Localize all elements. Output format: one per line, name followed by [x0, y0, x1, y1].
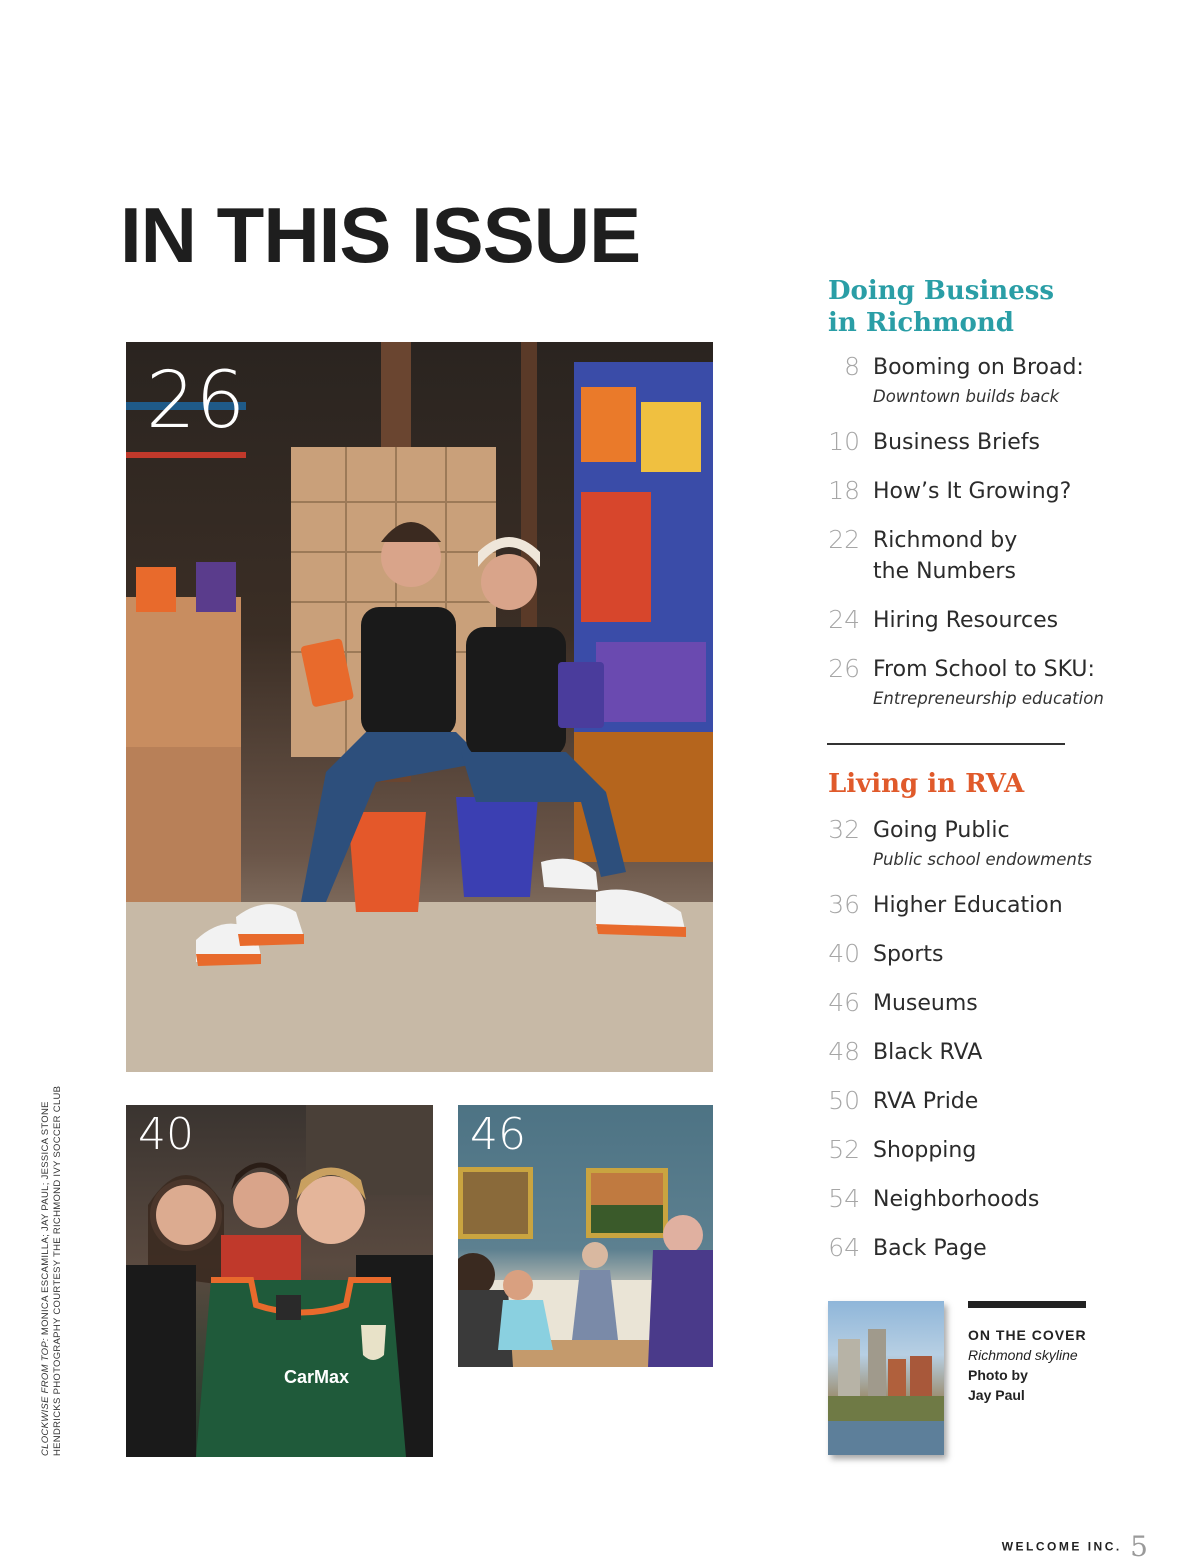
toc-label: From School to SKU: — [873, 657, 1095, 682]
toc-item[interactable] — [826, 476, 1126, 507]
cover-caption — [968, 1325, 1128, 1405]
toc-label: Black RVA — [873, 1040, 983, 1065]
photo-credit-names: MONICA ESCAMILLA; JAY PAUL; JESSICA STONE HENDRICKS PHOTOGRAPHY COURTESY THE RICHMOND IVY SOCCER CLUB — [40, 1085, 63, 1456]
toc-label: Neighborhoods — [873, 1187, 1040, 1212]
toc-item[interactable] — [826, 1184, 1126, 1215]
sports-page-number: 40 — [138, 1109, 194, 1160]
cover-skyline-illustration — [828, 1301, 944, 1455]
toc-item[interactable] — [826, 525, 1126, 587]
toc-item[interactable] — [826, 890, 1126, 921]
toc-item[interactable] — [826, 352, 1126, 409]
toc-label: Hiring Resources — [873, 608, 1059, 633]
toc-item[interactable] — [826, 654, 1126, 711]
section-title-doing-business: Doing Business in Richmond — [828, 276, 1055, 338]
cover-heading: ON THE COVER — [968, 1327, 1087, 1343]
toc-page-number: 46 — [828, 988, 860, 1017]
toc-page-number: 48 — [828, 1037, 860, 1066]
magazine-name: WELCOME INC. — [1001, 1539, 1122, 1554]
toc-item[interactable] — [826, 427, 1126, 458]
page-number: 5 — [1130, 1530, 1148, 1563]
toc-subtitle: Downtown builds back — [873, 387, 1060, 406]
toc-label: Going Public — [873, 818, 1010, 843]
feature-photo-absurd-snacks — [126, 342, 713, 1072]
toc-page-number: 64 — [828, 1233, 860, 1262]
toc-label: Back Page — [873, 1236, 987, 1261]
cover-photo-credit: Photo by Jay Paul — [968, 1367, 1028, 1403]
sports-photo — [126, 1105, 433, 1457]
toc-page-number: 52 — [828, 1135, 860, 1164]
photo-credit — [40, 1056, 64, 1456]
photo-credit-lead: CLOCKWISE FROM TOP: — [40, 1338, 51, 1456]
toc-subtitle: Entrepreneurship education — [873, 689, 1104, 708]
jersey-sponsor-logo: CarMax — [284, 1367, 350, 1387]
feature-photo-illustration — [126, 342, 713, 1072]
toc-item[interactable] — [826, 939, 1126, 970]
toc-item[interactable] — [826, 1037, 1126, 1068]
cover-rule — [968, 1301, 1086, 1308]
toc-page-number: 26 — [828, 654, 860, 683]
toc-page-number: 22 — [828, 525, 860, 554]
toc-item[interactable] — [826, 988, 1126, 1019]
museum-photo — [458, 1105, 713, 1367]
toc-page-number: 36 — [828, 890, 860, 919]
toc-page-number: 24 — [828, 605, 860, 634]
toc-label: Museums — [873, 991, 978, 1016]
toc-label: Higher Education — [873, 893, 1063, 918]
cover-subject: Richmond skyline — [968, 1347, 1078, 1363]
feature-page-number: 26 — [146, 356, 246, 446]
toc-page-number: 8 — [844, 352, 860, 381]
toc-item[interactable] — [826, 1135, 1126, 1166]
toc-label: Shopping — [873, 1138, 977, 1163]
toc-label: RVA Pride — [873, 1089, 979, 1114]
toc-page-number: 32 — [828, 815, 860, 844]
toc-page-number: 50 — [828, 1086, 860, 1115]
toc-label: How’s It Growing? — [873, 479, 1072, 504]
toc-item[interactable] — [826, 815, 1126, 872]
toc-label: Business Briefs — [873, 430, 1040, 455]
toc-item[interactable] — [826, 1086, 1126, 1117]
section-divider — [827, 743, 1065, 745]
toc-page-number: 18 — [828, 476, 860, 505]
toc-subtitle: Public school endowments — [873, 850, 1092, 869]
museum-page-number: 46 — [470, 1109, 526, 1160]
toc-item[interactable] — [826, 1233, 1126, 1264]
section-title-living-in-rva: Living in RVA — [828, 769, 1025, 799]
toc-page-number: 54 — [828, 1184, 860, 1213]
toc-list-doing-business — [826, 352, 1126, 729]
page-title: IN THIS ISSUE — [120, 191, 641, 279]
toc-label: Booming on Broad: — [873, 355, 1084, 380]
toc-page-number: 10 — [828, 427, 860, 456]
page-footer — [1002, 1530, 1148, 1563]
toc-item[interactable] — [826, 605, 1126, 636]
toc-label: Sports — [873, 942, 944, 967]
cover-thumbnail — [828, 1301, 944, 1455]
toc-list-living-in-rva — [826, 815, 1126, 1282]
toc-page-number: 40 — [828, 939, 860, 968]
toc-label: Richmond by the Numbers — [873, 528, 1018, 584]
